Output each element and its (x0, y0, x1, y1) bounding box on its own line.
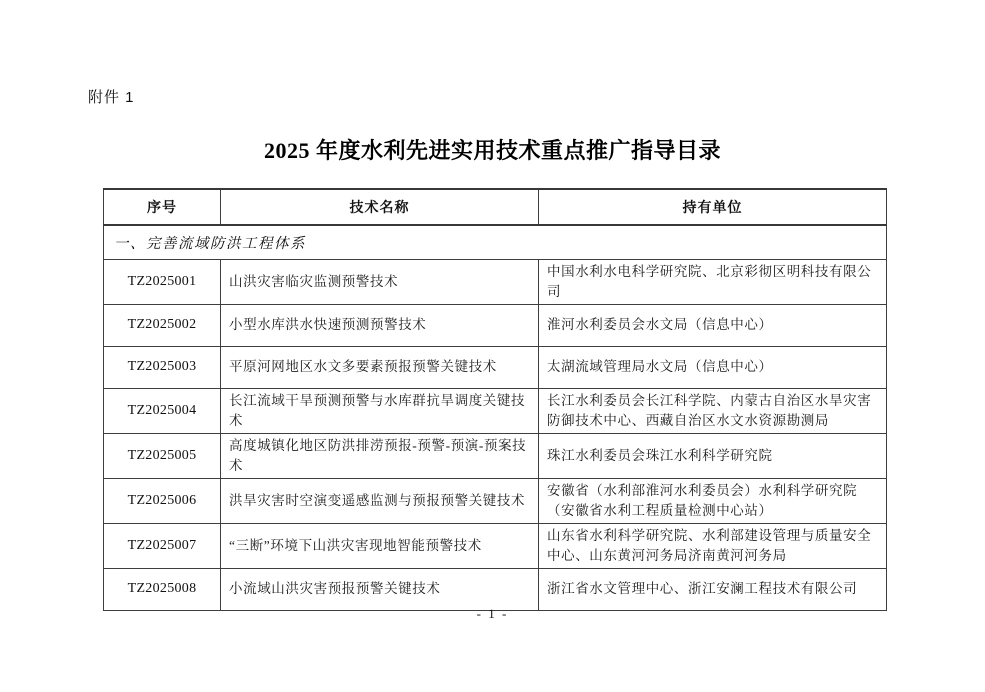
table-header-row (104, 189, 887, 225)
table-row (104, 259, 887, 304)
row-tech-name: 平原河网地区水文多要素预报预警关键技术 (221, 346, 539, 388)
row-serial: TZ2025001 (104, 259, 221, 304)
row-tech-name: 山洪灾害临灾监测预警技术 (221, 259, 539, 304)
row-tech-name: 长江流域干旱预测预警与水库群抗旱调度关键技术 (221, 388, 539, 433)
page-number: - 1 - (476, 606, 509, 621)
column-header-serial: 序号 (104, 189, 221, 225)
table-row (104, 433, 887, 478)
row-tech-name: 洪旱灾害时空演变遥感监测与预报预警关键技术 (221, 478, 539, 523)
row-tech-name: 小流域山洪灾害预报预警关键技术 (221, 568, 539, 610)
section-title: 一、完善流域防洪工程体系 (104, 225, 887, 259)
table-row (104, 568, 887, 610)
row-serial: TZ2025003 (104, 346, 221, 388)
row-holder: 浙江省水文管理中心、浙江安澜工程技术有限公司 (539, 568, 887, 610)
row-holder: 长江水利委员会长江科学院、内蒙古自治区水旱灾害防御技术中心、西藏自治区水文水资源勘测局 (539, 388, 887, 433)
row-serial: TZ2025002 (104, 304, 221, 346)
row-serial: TZ2025004 (104, 388, 221, 433)
column-header-tech-name: 技术名称 (221, 189, 539, 225)
section-row (104, 225, 887, 259)
row-tech-name: “三断”环境下山洪灾害现地智能预警技术 (221, 523, 539, 568)
attachment-label: 附件 1 (88, 89, 135, 106)
row-tech-name: 小型水库洪水快速预测预警技术 (221, 304, 539, 346)
table-row (104, 523, 887, 568)
row-serial: TZ2025006 (104, 478, 221, 523)
row-serial: TZ2025007 (104, 523, 221, 568)
row-serial: TZ2025005 (104, 433, 221, 478)
table-row (104, 388, 887, 433)
row-holder: 山东省水利科学研究院、水利部建设管理与质量安全中心、山东黄河河务局济南黄河河务局 (539, 523, 887, 568)
page-title: 2025 年度水利先进实用技术重点推广指导目录 (263, 138, 721, 163)
table-row (104, 346, 887, 388)
row-holder: 中国水利水电科学研究院、北京彩彻区明科技有限公司 (539, 259, 887, 304)
row-holder: 太湖流域管理局水文局（信息中心） (539, 346, 887, 388)
table-row (104, 478, 887, 523)
technology-table (103, 188, 887, 611)
table-row (104, 304, 887, 346)
row-holder: 淮河水利委员会水文局（信息中心） (539, 304, 887, 346)
row-holder: 安徽省（水利部淮河水利委员会）水利科学研究院（安徽省水利工程质量检测中心站） (539, 478, 887, 523)
column-header-holder: 持有单位 (539, 189, 887, 225)
row-holder: 珠江水利委员会珠江水利科学研究院 (539, 433, 887, 478)
row-serial: TZ2025008 (104, 568, 221, 610)
row-tech-name: 高度城镇化地区防洪排涝预报-预警-预演-预案技术 (221, 433, 539, 478)
